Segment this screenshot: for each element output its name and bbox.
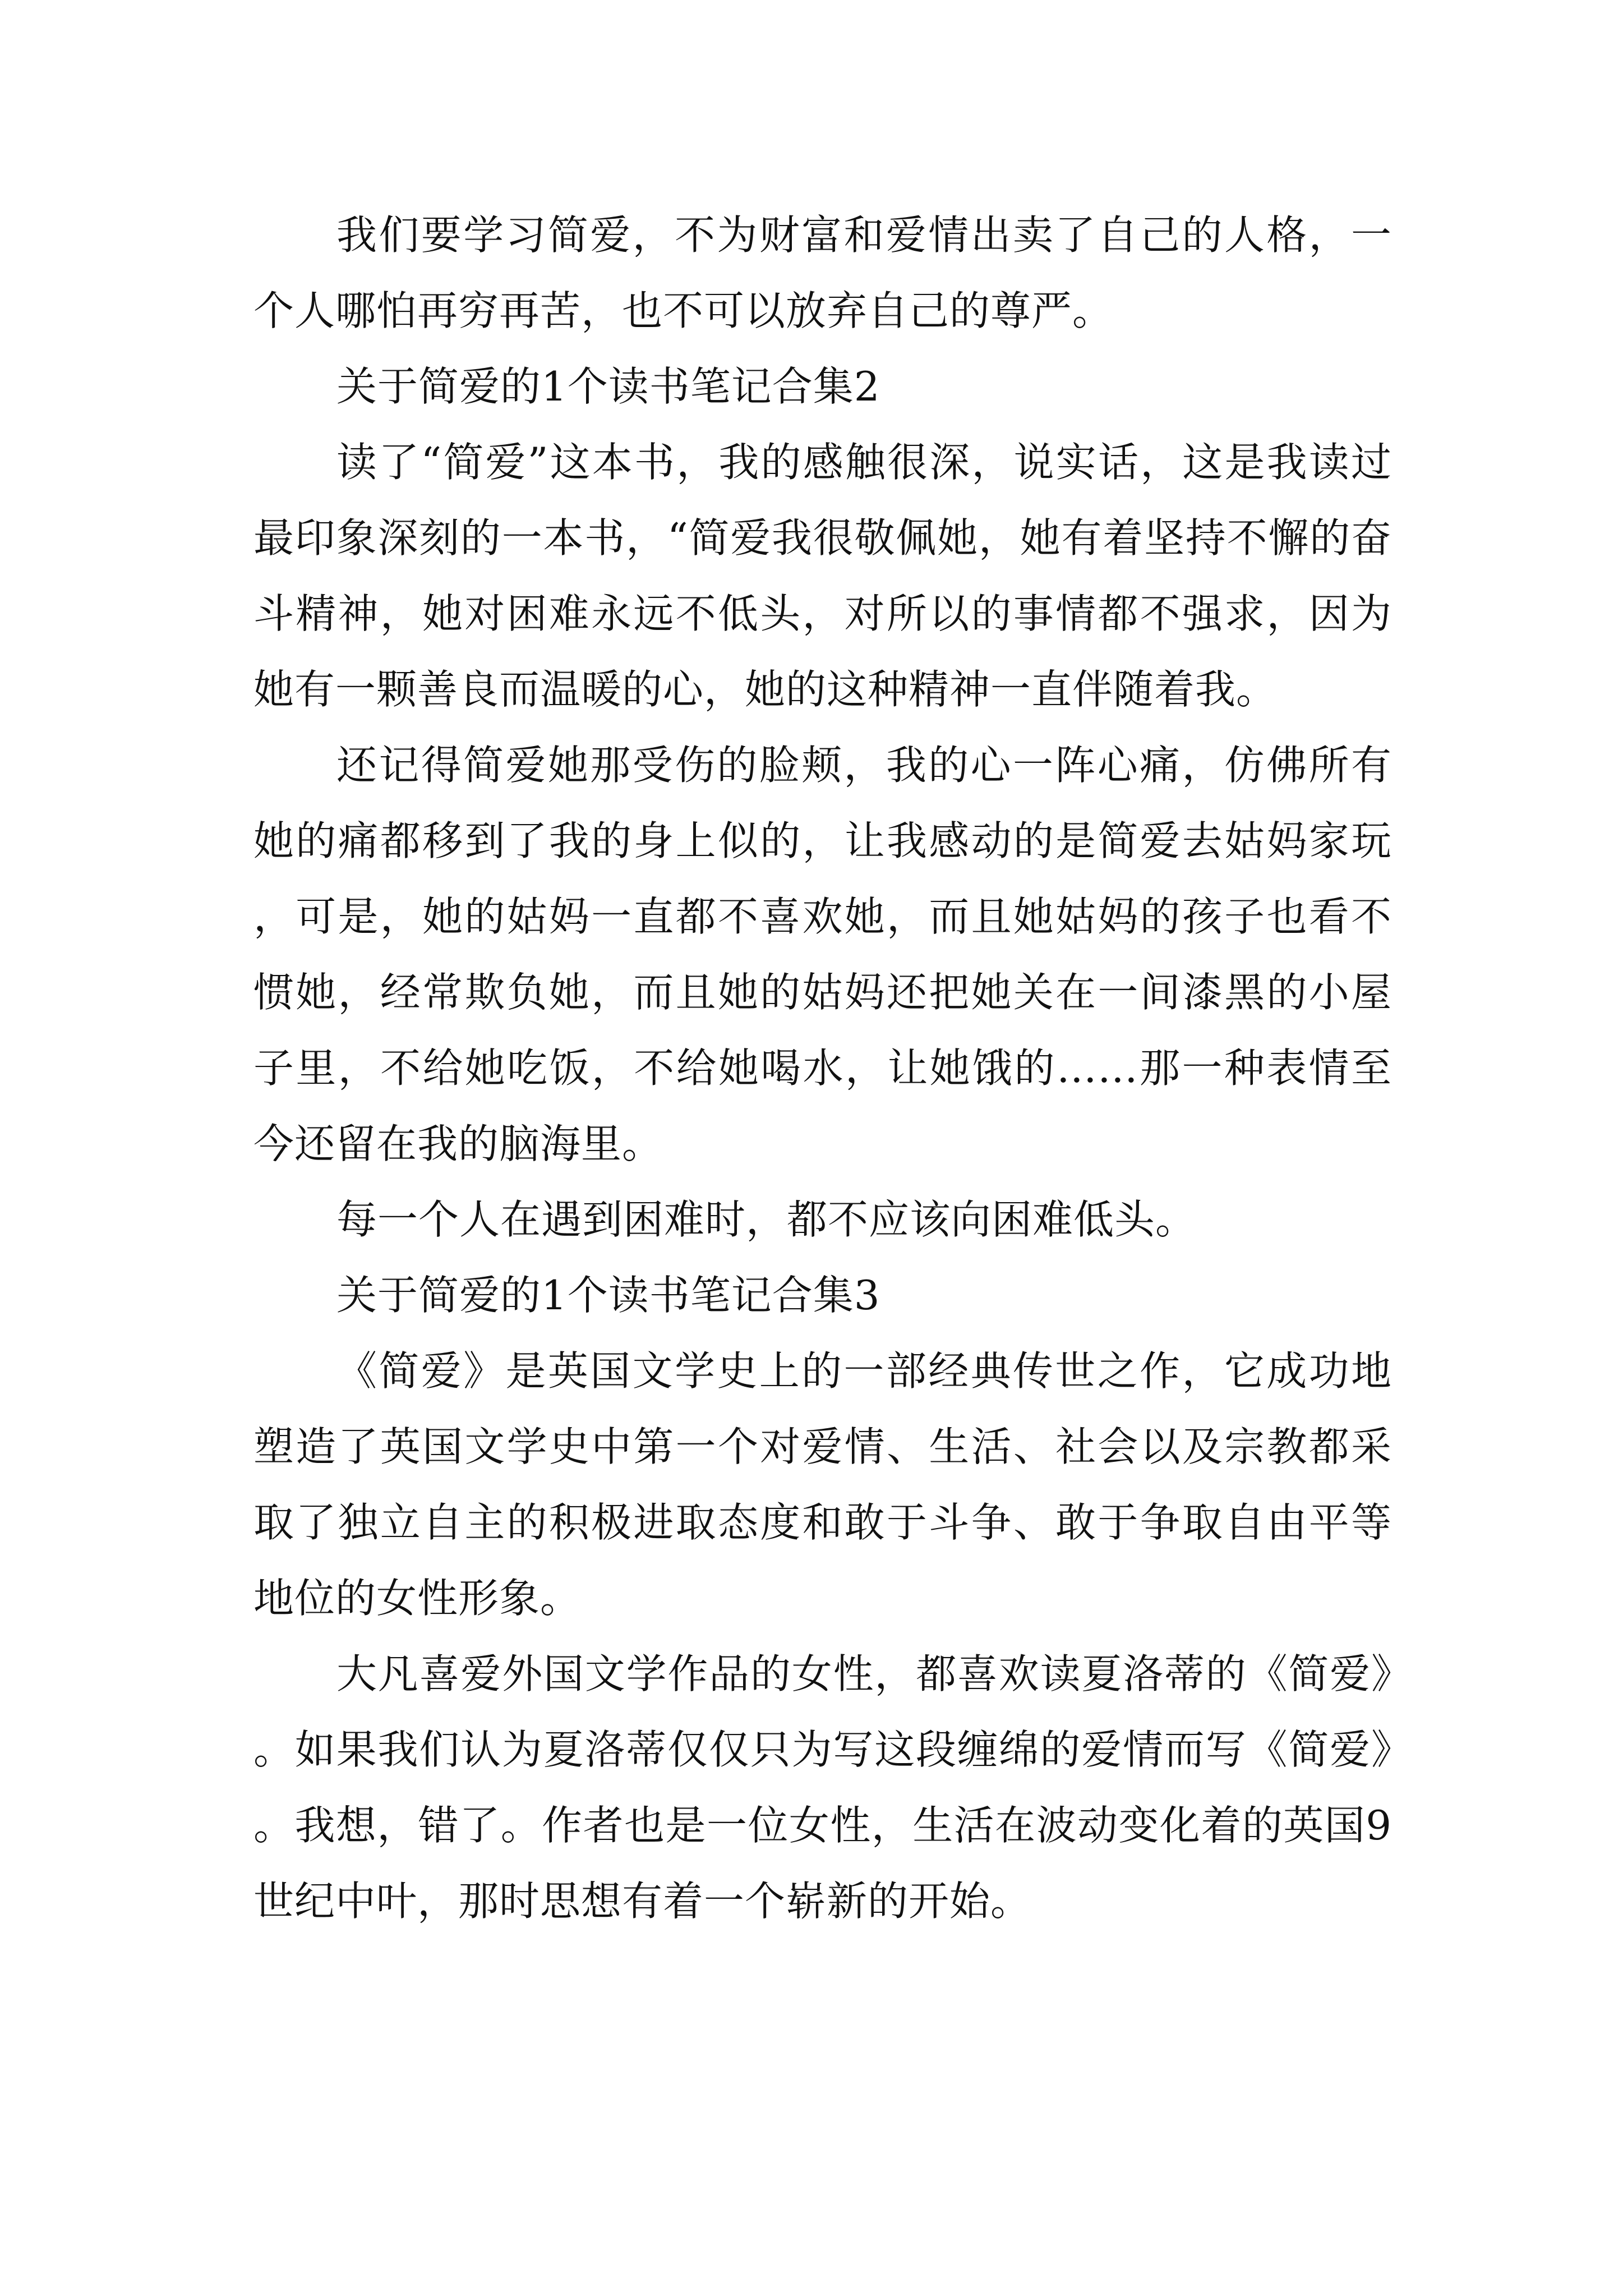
paragraph-memory: 还记得简爱她那受伤的脸颊，我的心一阵心痛，仿佛所有她的痛都移到了我的身上似的，让我感动的是简爱去姑妈家玩，可是，她的姑妈一直都不喜欢她，而且她姑妈的孩子也看不惯她，经常欺负她，而且她的姑妈还把她关在一间漆黑的小屋子里，不给她吃饭，不给她喝水，让她饿的……那一种表情至今还留在我的脑海里。 [253,742,1392,1167]
paragraph-reading-impression: 读了“简爱”这本书，我的感触很深，说实话，这是我读过最印象深刻的一本书，“简爱我很敬佩她，她有着坚持不懈的奋斗精神，她对困难永远不低头，对所以的事情都不强求，因为她有一颗善良而温暖的心，她的这种精神一直伴随着我。 [253,439,1392,713]
paragraph-lesson: 每一个人在遇到困难时，都不应该向困难低头。 [336,1196,1197,1243]
document-body [253,197,1392,1939]
section-heading-2: 关于简爱的1个读书笔记合集2 [336,363,880,410]
section-heading-3: 关于简爱的1个读书笔记合集3 [336,1272,880,1319]
paragraph-classic-work: 《简爱》是英国文学史上的一部经典传世之作，它成功地塑造了英国文学史中第一个对爱情、生活、社会以及宗教都采取了独立自主的积极进取态度和敢于斗争、敢于争取自由平等地位的女性形象。 [253,1347,1392,1622]
paragraph-author-context: 大凡喜爱外国文学作品的女性，都喜欢读夏洛蒂的《简爱》。如果我们认为夏洛蒂仅仅只为写这段缠绵的爱情而写《简爱》。我想，错了。作者也是一位女性，生活在波动变化着的英国9世纪中叶，那时思想有着一个崭新的开始。 [253,1650,1392,1925]
paragraph-intro-conclusion: 我们要学习简爱，不为财富和爱情出卖了自己的人格，一个人哪怕再穷再苦，也不可以放弃自己的尊严。 [253,211,1392,334]
